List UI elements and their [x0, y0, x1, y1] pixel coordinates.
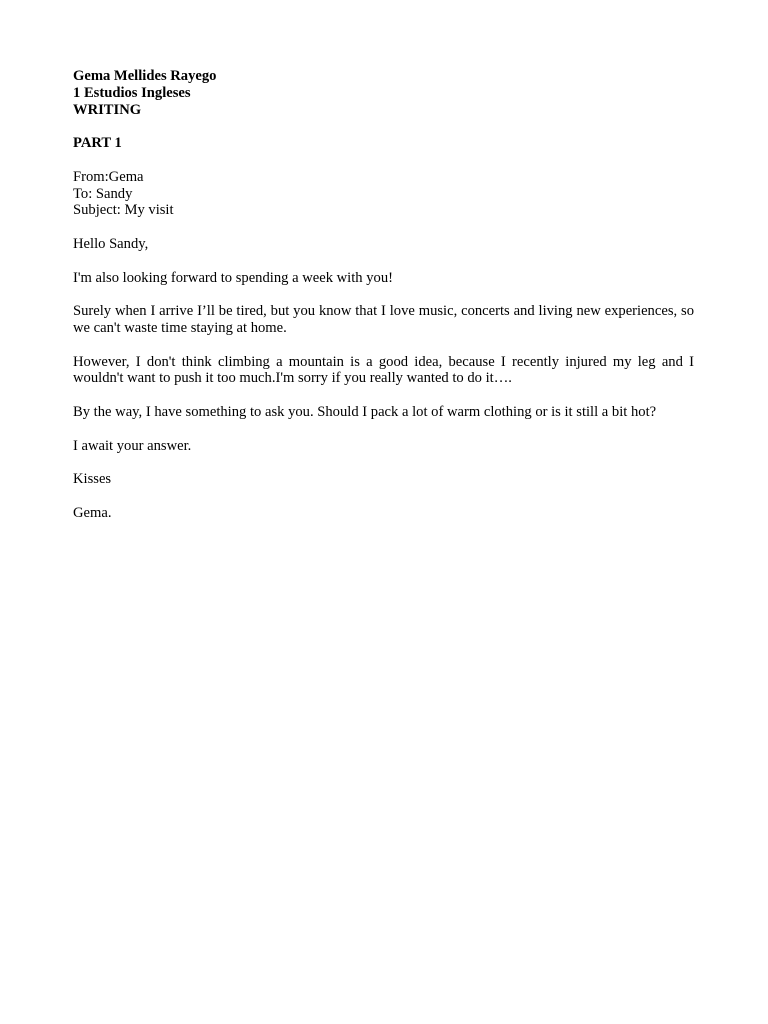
email-subject: Subject: My visit — [73, 202, 174, 219]
paragraph: Surely when I arrive I’ll be tired, but you know that I love music, concerts and living new experiences, so we can't waste time staying at home. — [73, 303, 694, 336]
email-meta — [73, 169, 694, 219]
section-title: WRITING — [73, 101, 142, 118]
paragraph: However, I don't think climbing a mountain is a good idea, because I recently injured my leg and I wouldn't want to push it too much.I'm sorry if you really wanted to do it…. — [73, 353, 694, 387]
paragraph: By the way, I have something to ask you. Should I pack a lot of warm clothing or is it still a bit hot? — [73, 403, 657, 420]
signature: Gema. — [73, 504, 112, 521]
email-to: To: Sandy — [73, 185, 133, 202]
greeting: Hello Sandy, — [73, 235, 149, 252]
paragraph: I await your answer. — [73, 437, 192, 454]
closing: Kisses — [73, 471, 112, 488]
document-page — [73, 68, 694, 538]
paragraph: I'm also looking forward to spending a week with you! — [73, 269, 393, 286]
author-name: Gema Mellides Rayego — [73, 68, 217, 84]
document-header — [73, 68, 694, 118]
part-title: PART 1 — [73, 135, 122, 152]
email-from: From:Gema — [73, 168, 144, 185]
course-name: 1 Estudios Ingleses — [73, 84, 191, 101]
